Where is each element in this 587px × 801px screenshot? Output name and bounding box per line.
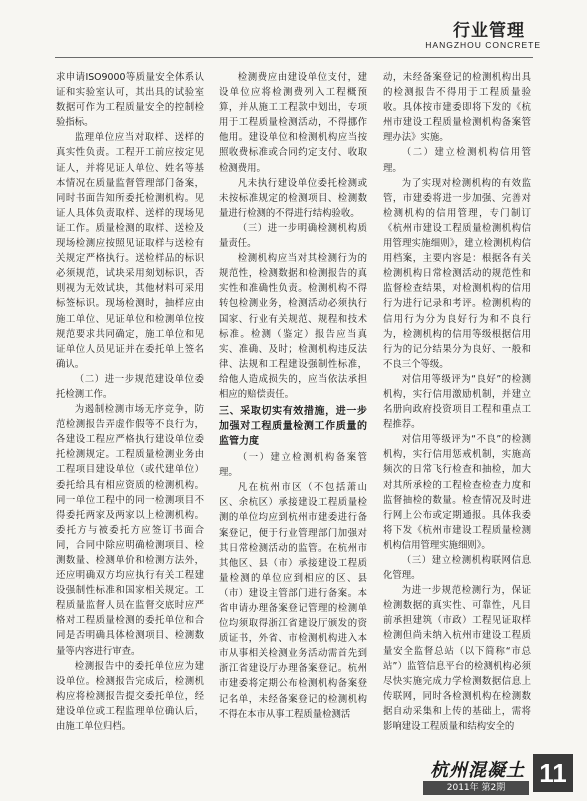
paragraph: 检测报告中的委托单位应为建设单位。检测报告完成后，检测机构应将检测报告提交委托单位，经建设单位或工程监理单位确认后，由施工单位归档。 [56, 660, 204, 733]
text-column-3 [383, 70, 531, 746]
section-subtitle: HANGZHOU CONCRETE [425, 40, 541, 50]
subsection-heading: （三）建立检测机构联网信息化管理。 [383, 555, 531, 582]
subsection-heading: （二）进一步规范建设单位委托检测工作。 [56, 373, 204, 400]
subsection-heading: （一）建立检测机构备案管理。 [219, 452, 367, 479]
text-column-2 [219, 70, 367, 746]
text-column-1 [56, 70, 204, 746]
paragraph: 动，未经备案登记的检测机构出具的检测报告不得用于工程质量验收。具体按市建委即将下发的《杭州市建设工程质量检测机构备案管理办法》实施。 [383, 72, 531, 144]
paragraph: 为遏制检测市场无序竞争，防范检测报告弄虚作假等不良行为，各建设工程应严格执行建设单位委托检测规定。工程质量检测业务由工程项目建设单位（或代建单位）委托给具有相应资质的检测机构。同一单位工程中的同一检测项目不得委托两家及两家以上检测机构。委托方与被委托方应签订书面合同，合同中除应明确检测项目、检测数量、检测单价和检测方法外，还应明确双方均应执行有关工程建设强制性标准和国家相关规定。工程质量监督人员在监督交底时应严格对工程质量检测的委托单位和合同是否明确具体检测项目、检测数量等内容进行审查。 [56, 404, 204, 657]
paragraph: 求申请ISO9000等质量安全体系认证和实验室认可，其出具的试验室数据可作为工程质量安全的控制检验指标。 [56, 72, 204, 129]
header-divider [55, 57, 533, 58]
paragraph: 为进一步规范检测行为，保证检测数据的真实性、可靠性，凡目前承担建筑（市政）工程见证取样检测但尚未纳入杭州市建设工程质量安全监督总站（以下简称“市总站”）监管信息平台的检测机构必须尽快实施完成力学检测数据信息上传联网，同时各检测机构在检测数据自动采集和上传的基础上，需将影响建设工程质量和结构安全的 [383, 585, 531, 733]
subsection-heading: （二）建立检测机构信用管理。 [383, 147, 531, 174]
paragraph: 检测费应由建设单位支付，建设单位应将检测费列入工程概预算，并从施工工程款中划出，专项用于工程质量检测活动，不得挪作他用。建设单位和检测机构应当按照收费标准或合同约定支付、收取检测费用。 [219, 72, 367, 174]
paragraph: 凡在杭州市区（不包括萧山区、余杭区）承接建设工程质量检测的单位均应到杭州市建委进行备案登记，便于行业管理部门加强对其日常检测活动的监管。在杭州市其他区、县（市）承接建设工程质量检测的单位应到相应的区、县（市）建设主管部门进行备案。本省申请办理备案登记管理的检测单位均须取得浙江省建设厅颁发的资质证书，外省、市检测机构进入本市从事相关检测业务活动需首先到浙江省建设厅办理备案登记。杭州市建委将定期公布检测机构备案登记名单，未经备案登记的检测机构不得在本市从事工程质量检测活 [219, 482, 367, 720]
page-number: 11 [533, 754, 573, 792]
paragraph: 检测机构应当对其检测行为的规范性，检测数据和检测报告的真实性和准确性负责。检测机构不得转包检测业务，检测活动必须执行国家、行业有关规范、规程和技术标准。检测（鉴定）报告应当真实、准确、及时；检测机构违反法律、法规和工程建设强制性标准，给他人造成损失的，应当依法承担相应的赔偿责任。 [219, 253, 367, 400]
issue-label: 2011年 第2期 [423, 781, 529, 795]
section-title: 行业管理 [453, 21, 525, 41]
magazine-logo: 杭州混凝土 [430, 760, 525, 781]
paragraph: 监理单位应当对取样、送样的真实性负责。工程开工前应按定见证人，并将见证人单位、姓名等基本情况在质量监督管理部门备案，同时书面告知所委托检测机构。见证人具体负责取样、送样的现场见证工作。质量检测的取样、送检及现场检测应按照见证取样与送检有关规定严格执行。送检样品的标识必须规范，试块采用刻划标识，否则视为无效试块，其他材料可采用标签标识。现场检测时，抽样应由施工单位、见证单位和检测单位按规范要求共同确定，施工单位和见证单位人员见证并在委托单上签名确认。 [56, 132, 204, 370]
paragraph: 对信用等级评为“不良”的检测机构，实行信用惩戒机制，实施高频次的日常飞行检查和抽检，加大对其所承检的工程检查检查力度和监督抽检的数量。检查情况及时进行网上公布或定期通报。具体我委将下发《杭州市建设工程质量检测机构信用管理实施细则》。 [383, 434, 531, 551]
section-heading: 三、采取切实有效措施，进一步加强对工程质量检测工作质量的监管力度 [219, 406, 367, 448]
paragraph: 为了实现对检测机构的有效监管，市建委将进一步加强、完善对检测机构的信用管理，专门制订《杭州市建设工程质量检测机构信用管理实施细则》，建立检测机构信用档案，主要内容是：根据各有关检测机构日常检测活动的规范性和监督检查结果，对检测机构的信用行为进行记录和考评。检测机构的信用行为分为良好行为和不良行为，检测机构的信用等级根据信用行为的记分结果分为良好、一般和不良三个等级。 [383, 177, 531, 370]
paragraph: 对信用等级评为“良好”的检测机构，实行信用激励机制，并建立名册向政府投资项目工程和重点工程推荐。 [383, 373, 531, 431]
paragraph: 凡未执行建设单位委托检测或未按标准规定的检测项目、检测数量进行检测的不得进行结构验收。 [219, 177, 367, 219]
subsection-heading: （三）进一步明确检测机构质量责任。 [219, 222, 367, 250]
